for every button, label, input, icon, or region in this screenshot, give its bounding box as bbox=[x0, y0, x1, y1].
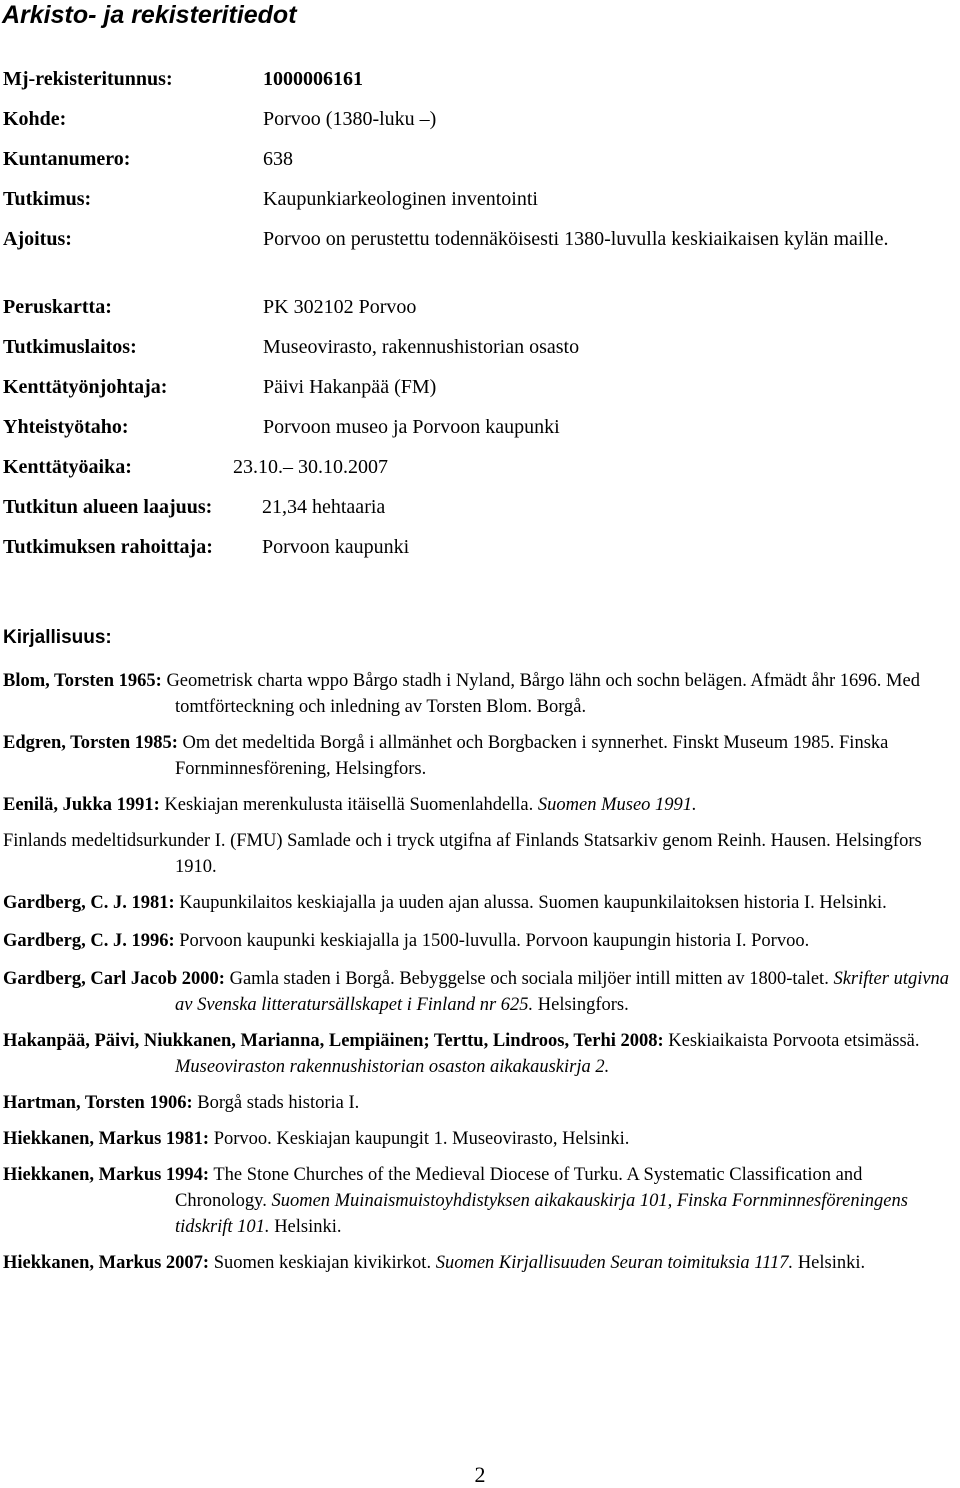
meta-value: PK 302102 Porvoo bbox=[263, 296, 417, 318]
reference-author: Gardberg, Carl Jacob 2000: bbox=[3, 969, 225, 989]
reference-entry bbox=[3, 1250, 955, 1276]
page-number: 2 bbox=[474, 1462, 486, 1487]
meta-label: Ajoitus: bbox=[3, 228, 72, 250]
reference-text: Geometrisk charta wppo Bårgo stadh i Nyland, Bårgo lähn och sochn belägen. Afmädt åhr 1696. Med tomtförteckning och inledning av Torsten Blom. Borgå. bbox=[161, 671, 920, 717]
reference-entry bbox=[3, 1090, 955, 1116]
meta-row bbox=[3, 106, 953, 146]
reference-author: Hiekkanen, Markus 1994: bbox=[3, 1165, 210, 1185]
reference-source: Museoviraston rakennushistorian osaston aikakauskirja 2. bbox=[175, 1057, 610, 1077]
reference-author: Gardberg, C. J. 1996: bbox=[3, 931, 175, 951]
meta-label: Yhteistyötaho: bbox=[3, 416, 129, 438]
reference-author: Hakanpää, Päivi, Niukkanen, Marianna, Lempiäinen; Terttu, Lindroos, Terhi 2008: bbox=[3, 1031, 664, 1051]
reference-author: Eenilä, Jukka 1991: bbox=[3, 795, 160, 815]
reference-text: Porvoon kaupunki keskiajalla ja 1500-luvulla. Porvoon kaupungin historia I. Porvoo. bbox=[174, 931, 810, 951]
reference-author: Hiekkanen, Markus 1981: bbox=[3, 1129, 210, 1149]
meta-value: 638 bbox=[263, 148, 293, 170]
meta-row bbox=[3, 374, 953, 414]
reference-text: Kaupunkilaitos keskiajalla ja uuden ajan alussa. Suomen kaupunkilaitoksen historia I. Helsinki. bbox=[174, 893, 887, 913]
reference-author: Gardberg, C. J. 1981: bbox=[3, 893, 175, 913]
page-heading: Arkisto- ja rekisteritiedot bbox=[2, 1, 297, 29]
meta-label: Mj-rekisteritunnus: bbox=[3, 68, 173, 90]
meta-row bbox=[3, 494, 953, 534]
reference-entry bbox=[3, 730, 955, 782]
meta-row bbox=[3, 66, 953, 106]
reference-entry bbox=[3, 966, 955, 1018]
meta-value: Päivi Hakanpää (FM) bbox=[263, 376, 437, 398]
reference-text: Helsingfors. bbox=[533, 995, 629, 1015]
reference-author: Hiekkanen, Markus 2007: bbox=[3, 1253, 210, 1273]
reference-source: Suomen Museo 1991. bbox=[537, 795, 697, 815]
reference-text: Suomen keskiajan kivikirkot. bbox=[209, 1253, 436, 1273]
meta-label: Tutkitun alueen laajuus: bbox=[3, 496, 213, 518]
reference-entry bbox=[3, 668, 955, 720]
reference-entry bbox=[3, 1162, 955, 1240]
meta-label: Tutkimuksen rahoittaja: bbox=[3, 536, 213, 558]
meta-label: Kenttätyöaika: bbox=[3, 456, 132, 478]
meta-row bbox=[3, 454, 953, 494]
reference-entry bbox=[3, 1028, 955, 1080]
literature-heading: Kirjallisuus: bbox=[3, 627, 112, 648]
meta-value: Porvoon museo ja Porvoon kaupunki bbox=[263, 416, 560, 438]
reference-text: Om det medeltida Borgå i allmänhet och Borgbacken i synnerhet. Finskt Museum 1985. Finska Fornminnesförening, Helsingfors. bbox=[175, 733, 889, 779]
reference-text: Finlands medeltidsurkunder I. (FMU) Samlade och i tryck utgifna af Finlands Statsarkiv genom Reinh. Hausen. Helsingfors 1910. bbox=[3, 831, 922, 877]
reference-entry bbox=[3, 792, 955, 818]
meta-value: Porvoo on perustettu todennäköisesti 1380-luvulla keskiaikaisen kylän maille. bbox=[263, 228, 889, 250]
meta-row bbox=[3, 534, 953, 574]
meta-row bbox=[3, 186, 953, 226]
reference-text: Gamla staden i Borgå. Bebyggelse och sociala miljöer intill mitten av 1800-talet. bbox=[224, 969, 834, 989]
meta-value: 23.10.– 30.10.2007 bbox=[233, 456, 388, 478]
reference-author: Blom, Torsten 1965: bbox=[3, 671, 162, 691]
meta-value: Kaupunkiarkeologinen inventointi bbox=[263, 188, 538, 210]
meta-row bbox=[3, 294, 953, 334]
reference-text: Keskiajan merenkulusta itäisellä Suomenlahdella. bbox=[159, 795, 538, 815]
meta-label: Tutkimus: bbox=[3, 188, 92, 210]
meta-row bbox=[3, 146, 953, 186]
reference-source: Suomen Muinaismuistoyhdistyksen aikakauskirja 101, Finska Fornminnesföreningens tidskrift 101. bbox=[175, 1191, 908, 1237]
reference-source: Skrifter utgivna av Svenska litteratursällskapet i Finland nr 625. bbox=[175, 969, 950, 1015]
meta-value: 21,34 hehtaaria bbox=[262, 496, 386, 518]
meta-value: 1000006161 bbox=[263, 68, 363, 90]
meta-row bbox=[3, 414, 953, 454]
reference-text: Borgå stads historia I. bbox=[192, 1093, 360, 1113]
meta-label: Kenttätyönjohtaja: bbox=[3, 376, 168, 398]
meta-row bbox=[3, 334, 953, 374]
meta-label: Kuntanumero: bbox=[3, 148, 131, 170]
reference-entry bbox=[3, 928, 955, 954]
reference-text: Helsinki. bbox=[269, 1217, 342, 1237]
reference-text: Helsinki. bbox=[793, 1253, 866, 1273]
reference-text: The Stone Churches of the Medieval Diocese of Turku. A Systematic Classification and Chronology. bbox=[175, 1165, 863, 1211]
reference-author: Hartman, Torsten 1906: bbox=[3, 1093, 193, 1113]
meta-label: Tutkimuslaitos: bbox=[3, 336, 137, 358]
reference-text: Keskiaikaista Porvoota etsimässä. bbox=[663, 1031, 920, 1051]
reference-entry bbox=[3, 890, 955, 916]
meta-label: Kohde: bbox=[3, 108, 67, 130]
reference-text: Porvoo. Keskiajan kaupungit 1. Museovirasto, Helsinki. bbox=[209, 1129, 630, 1149]
meta-row bbox=[3, 226, 953, 294]
reference-author: Edgren, Torsten 1985: bbox=[3, 733, 178, 753]
meta-label: Peruskartta: bbox=[3, 296, 112, 318]
meta-value: Porvoon kaupunki bbox=[262, 536, 410, 558]
metadata-table bbox=[3, 66, 953, 574]
meta-value: Museovirasto, rakennushistorian osasto bbox=[263, 336, 580, 358]
meta-value: Porvoo (1380-luku –) bbox=[263, 108, 437, 130]
reference-entry bbox=[3, 1126, 955, 1152]
reference-source: Suomen Kirjallisuuden Seuran toimituksia 1117. bbox=[435, 1253, 794, 1273]
reference-list bbox=[3, 668, 955, 1276]
reference-entry bbox=[3, 828, 955, 880]
